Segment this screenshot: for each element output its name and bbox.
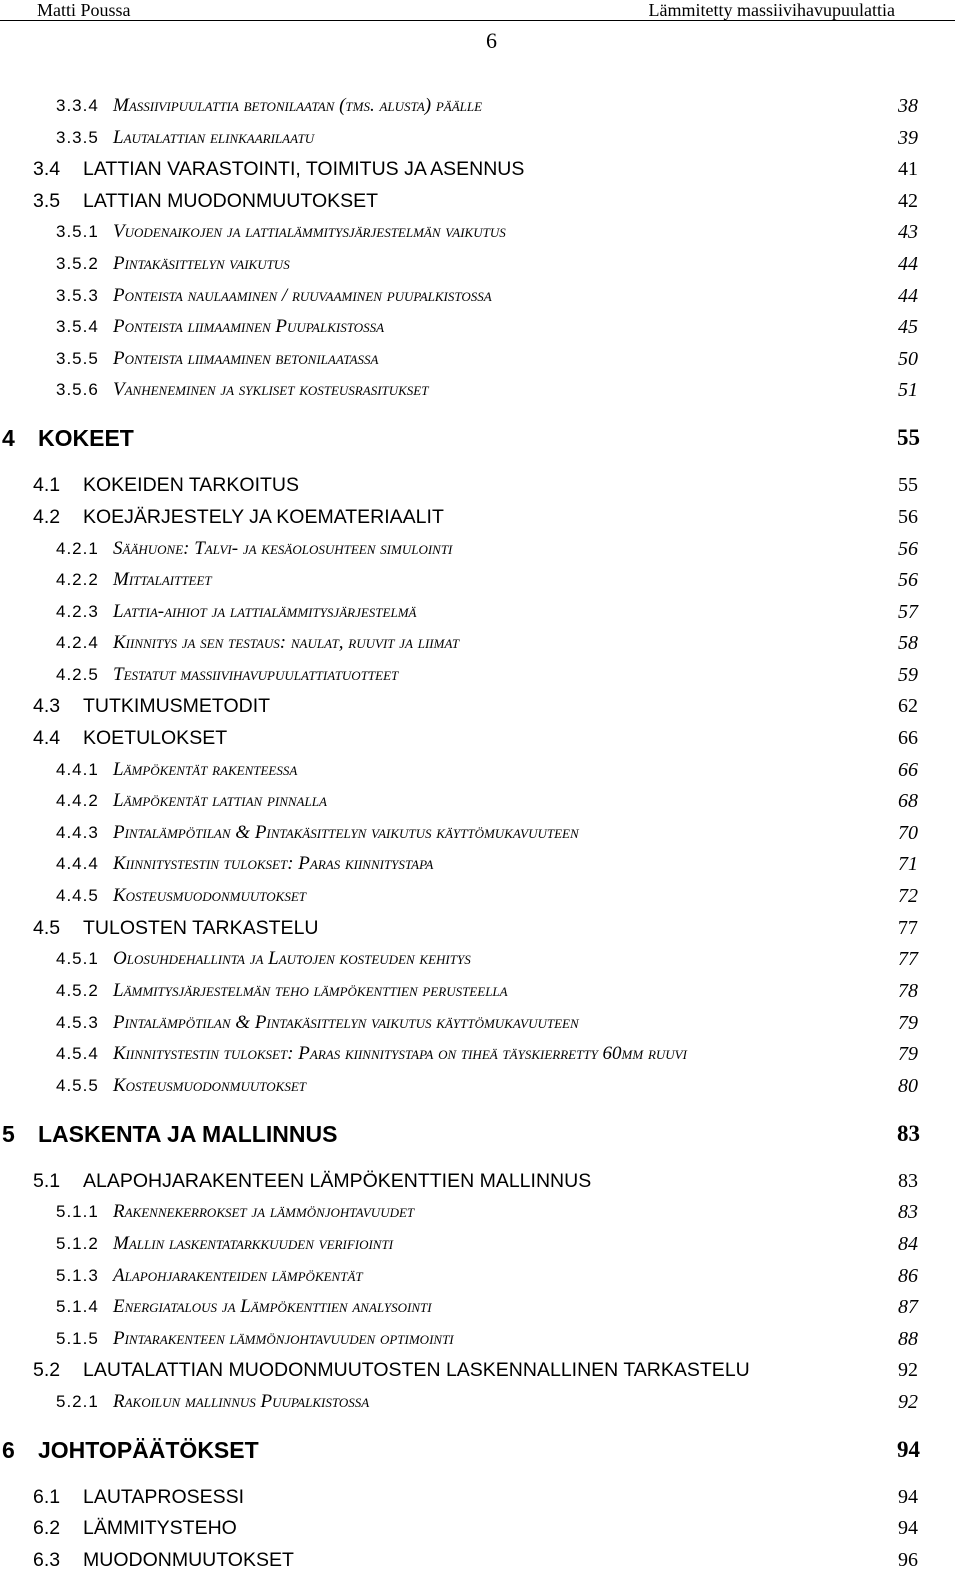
toc-entry-title: Lautalattian elinkaarilaatu <box>113 127 315 148</box>
toc-entry-number: 4.4 <box>33 727 61 749</box>
toc-entry[interactable] <box>33 187 918 215</box>
header-document-title: Lämmitetty massiivihavupuulattia <box>648 0 895 20</box>
toc-entry[interactable] <box>56 282 918 310</box>
toc-entry-title: Ponteista liimaaminen betonilaatassa <box>113 348 379 369</box>
toc-entry[interactable] <box>56 566 918 594</box>
toc-entry-title: Kiinnitystestin tulokset: Paras kiinnitystapa <box>113 853 434 874</box>
toc-entry-title: MUODONMUUTOKSET <box>83 1549 294 1571</box>
toc-entry[interactable] <box>56 92 918 120</box>
toc-entry-number: 4.5.4 <box>56 1044 99 1063</box>
toc-entry-title: KOETULOKSET <box>83 727 228 749</box>
toc-entry-number: 4.4.3 <box>56 823 99 842</box>
toc-entry-number: 3.5.3 <box>56 286 99 305</box>
toc-entry-title: Kiinnitystestin tulokset: Paras kiinnitystapa on tiheä täyskierretty 60mm ruuvi <box>113 1043 687 1064</box>
toc-entry-number: 6.3 <box>33 1549 61 1571</box>
toc-entry-page: 77 <box>898 917 918 939</box>
toc-entry-number: 4.2.4 <box>56 633 99 652</box>
toc-entry-page: 79 <box>898 1043 918 1065</box>
toc-entry-title: Olosuhdehallinta ja Lautojen kosteuden kehitys <box>113 948 471 969</box>
toc-entry-page: 94 <box>897 1437 920 1462</box>
toc-entry-title: Mallin laskentatarkkuuden verifiointi <box>113 1233 394 1254</box>
toc-entry[interactable] <box>56 124 918 152</box>
toc-entry-title: Vuodenaikojen ja lattialämmitysjärjestelmän vaikutus <box>113 221 506 242</box>
toc-entry-page: 68 <box>898 790 918 812</box>
toc-entry-title: Lämmitysjärjestelmän teho lämpökenttien perusteella <box>113 980 508 1001</box>
toc-entry[interactable] <box>33 724 918 752</box>
toc-entry-title: Pintalämpötilan & Pintakäsittelyn vaikutus käyttömukavuuteen <box>113 1012 579 1033</box>
toc-entry-page: 55 <box>897 425 920 450</box>
toc-entry-number: 5 <box>2 1121 15 1147</box>
toc-entry[interactable] <box>56 1040 918 1068</box>
toc-entry[interactable] <box>33 1514 918 1542</box>
toc-entry-page: 44 <box>898 253 918 275</box>
toc-entry-title: Energiatalous ja Lämpökenttien analysointi <box>113 1296 432 1317</box>
toc-entry-title: Testatut massiivihavupuulattiatuotteet <box>113 664 399 685</box>
toc-entry-page: 51 <box>898 379 918 401</box>
toc-entry-page: 83 <box>897 1121 920 1146</box>
toc-entry-number: 4.5.3 <box>56 1013 99 1032</box>
toc-entry-page: 84 <box>898 1233 918 1255</box>
toc-entry-page: 80 <box>898 1075 918 1097</box>
toc-entry-number: 3.5.4 <box>56 317 99 336</box>
toc-entry[interactable] <box>56 345 918 373</box>
toc-entry-number: 4.3 <box>33 695 61 717</box>
toc-entry-title: TULOSTEN TARKASTELU <box>83 917 319 939</box>
toc-entry-number: 6.2 <box>33 1517 61 1539</box>
toc-entry-title: KOKEET <box>38 425 134 451</box>
toc-entry-number: 4.4.1 <box>56 760 99 779</box>
toc-entry-page: 94 <box>898 1517 918 1539</box>
toc-entry[interactable] <box>56 1388 918 1416</box>
toc-entry[interactable] <box>56 250 918 278</box>
toc-entry-number: 4.4.2 <box>56 791 99 810</box>
page-header <box>0 0 960 60</box>
toc-entry-number: 5.2 <box>33 1359 61 1381</box>
toc-entry[interactable] <box>2 1118 920 1150</box>
toc-entry-number: 4.2.5 <box>56 665 99 684</box>
toc-entry-page: 92 <box>898 1359 918 1381</box>
toc-entry-title: Pintalämpötilan & Pintakäsittelyn vaikutus käyttömukavuuteen <box>113 822 579 843</box>
toc-entry-page: 66 <box>898 759 918 781</box>
toc-entry-title: Pintakäsittelyn vaikutus <box>113 253 290 274</box>
toc-entry[interactable] <box>33 914 918 942</box>
toc-entry-title: LATTIAN MUODONMUUTOKSET <box>83 190 379 212</box>
toc-entry-title: JOHTOPÄÄTÖKSET <box>38 1437 259 1463</box>
toc-entry-number: 4.4.4 <box>56 854 99 873</box>
toc-entry[interactable] <box>56 1230 918 1258</box>
toc-entry[interactable] <box>33 1483 918 1511</box>
toc-entry[interactable] <box>33 1356 918 1384</box>
toc-entry-page: 58 <box>898 632 918 654</box>
toc-entry-number: 3.5.6 <box>56 380 99 399</box>
toc-entry-number: 4 <box>2 425 15 451</box>
toc-entry-page: 66 <box>898 727 918 749</box>
toc-entry-title: TUTKIMUSMETODIT <box>83 695 271 717</box>
toc-entry[interactable] <box>56 1072 918 1100</box>
toc-entry-title: Ponteista naulaaminen / ruuvaaminen puupalkistossa <box>113 285 492 306</box>
toc-entry-number: 3.4 <box>33 158 61 180</box>
toc-entry[interactable] <box>56 1009 918 1037</box>
toc-entry[interactable] <box>56 629 918 657</box>
toc-entry[interactable] <box>56 598 918 626</box>
toc-entry[interactable] <box>56 218 918 246</box>
toc-entry-title: KOEJÄRJESTELY JA KOEMATERIAALIT <box>83 506 444 528</box>
toc-entry-title: Kosteusmuodonmuutokset <box>113 1075 307 1096</box>
toc-entry-page: 39 <box>898 127 918 149</box>
toc-entry[interactable] <box>33 471 918 499</box>
toc-entry-number: 4.5.2 <box>56 981 99 1000</box>
toc-entry[interactable] <box>56 1198 918 1226</box>
toc-entry-title: Lattia-aihiot ja lattialämmitysjärjestelmä <box>113 601 417 622</box>
toc-entry[interactable] <box>56 882 918 910</box>
toc-entry-page: 77 <box>898 948 918 970</box>
toc-entry[interactable] <box>33 1546 918 1574</box>
toc-entry-page: 87 <box>898 1296 918 1318</box>
toc-entry-title: LATTIAN VARASTOINTI, TOIMITUS JA ASENNUS <box>83 158 525 180</box>
toc-entry-title: Säähuone: Talvi- ja kesäolosuhteen simulointi <box>113 538 453 559</box>
header-rule <box>0 20 955 21</box>
toc-entry-number: 5.1.3 <box>56 1266 99 1285</box>
toc-entry-number: 4.2 <box>33 506 61 528</box>
toc-entry-number: 4.1 <box>33 474 61 496</box>
toc-entry-title: Rakennekerrokset ja lämmönjohtavuudet <box>113 1201 415 1222</box>
toc-entry-number: 6.1 <box>33 1486 61 1508</box>
toc-entry-number: 3.5 <box>33 190 61 212</box>
toc-entry[interactable] <box>33 1167 918 1195</box>
toc-entry-page: 59 <box>898 664 918 686</box>
header-author: Matti Poussa <box>37 0 131 20</box>
toc-entry-number: 4.5.1 <box>56 949 99 968</box>
toc-entry-number: 5.1.2 <box>56 1234 99 1253</box>
toc-entry-page: 92 <box>898 1391 918 1413</box>
toc-entry-title: Rakoilun mallinnus Puupalkistossa <box>113 1391 370 1412</box>
toc-entry[interactable] <box>33 692 918 720</box>
toc-entry-page: 56 <box>898 506 918 528</box>
toc-entry-page: 86 <box>898 1265 918 1287</box>
toc-entry-number: 4.5.5 <box>56 1076 99 1095</box>
toc-entry[interactable] <box>2 1434 920 1466</box>
toc-entry-page: 78 <box>898 980 918 1002</box>
toc-entry[interactable] <box>2 422 920 454</box>
toc-entry-page: 57 <box>898 601 918 623</box>
toc-entry-title: LASKENTA JA MALLINNUS <box>38 1121 338 1147</box>
toc-entry-page: 79 <box>898 1012 918 1034</box>
page-number: 6 <box>486 28 497 53</box>
toc-entry-page: 42 <box>898 190 918 212</box>
toc-entry-title: ALAPOHJARAKENTEEN LÄMPÖKENTTIEN MALLINNUS <box>83 1170 592 1192</box>
toc-entry-number: 4.2.2 <box>56 570 99 589</box>
toc-entry-number: 5.1.1 <box>56 1202 99 1221</box>
toc-entry-page: 71 <box>898 853 918 875</box>
toc-entry[interactable] <box>56 787 918 815</box>
toc-entry[interactable] <box>56 1262 918 1290</box>
toc-entry-number: 5.1 <box>33 1170 61 1192</box>
toc-entry-title: LAUTALATTIAN MUODONMUUTOSTEN LASKENNALLINEN TARKASTELU <box>83 1359 750 1381</box>
toc-entry-title: Lämpökentät lattian pinnalla <box>113 790 327 811</box>
toc-entry[interactable] <box>56 756 918 784</box>
toc-entry-number: 4.2.3 <box>56 602 99 621</box>
toc-entry-number: 4.5 <box>33 917 61 939</box>
toc-entry-title: Pintarakenteen lämmönjohtavuuden optimointi <box>113 1328 454 1349</box>
toc-entry[interactable] <box>56 313 918 341</box>
toc-entry-number: 5.2.1 <box>56 1392 99 1411</box>
toc-entry-number: 4.2.1 <box>56 539 99 558</box>
toc-entry-page: 43 <box>898 221 918 243</box>
toc-entry-page: 83 <box>898 1170 918 1192</box>
toc-entry[interactable] <box>56 1325 918 1353</box>
toc-entry-page: 62 <box>898 695 918 717</box>
toc-entry-page: 56 <box>898 569 918 591</box>
toc-entry-page: 44 <box>898 285 918 307</box>
toc-entry[interactable] <box>56 535 918 563</box>
toc-entry-title: Massiivipuulattia betonilaatan (tms. alusta) päälle <box>113 95 483 116</box>
toc-entry-page: 96 <box>898 1549 918 1571</box>
toc-entry[interactable] <box>56 376 918 404</box>
toc-entry-number: 5.1.4 <box>56 1297 99 1316</box>
toc-entry[interactable] <box>56 977 918 1005</box>
toc-entry-page: 50 <box>898 348 918 370</box>
toc-entry[interactable] <box>56 661 918 689</box>
toc-entry-page: 56 <box>898 538 918 560</box>
toc-entry-number: 3.5.1 <box>56 222 99 241</box>
toc-entry[interactable] <box>56 1293 918 1321</box>
toc-entry-title: LAUTAPROSESSI <box>83 1486 245 1508</box>
toc-entry-page: 88 <box>898 1328 918 1350</box>
toc-entry-page: 94 <box>898 1486 918 1508</box>
toc-entry-number: 3.5.5 <box>56 349 99 368</box>
toc-entry-number: 6 <box>2 1437 15 1463</box>
toc-entry[interactable] <box>33 155 918 183</box>
toc-entry-page: 70 <box>898 822 918 844</box>
toc-entry-page: 83 <box>898 1201 918 1223</box>
toc-entry-title: Kiinnitys ja sen testaus: naulat, ruuvit ja liimat <box>113 632 460 653</box>
toc-entry-number: 3.3.5 <box>56 128 99 147</box>
toc-entry[interactable] <box>56 850 918 878</box>
toc-entry-title: Ponteista liimaaminen Puupalkistossa <box>113 316 385 337</box>
toc-entry[interactable] <box>33 503 918 531</box>
toc-entry-number: 4.4.5 <box>56 886 99 905</box>
toc-entry-title: Lämpökentät rakenteessa <box>113 759 298 780</box>
toc-entry-page: 45 <box>898 316 918 338</box>
toc-entry-page: 55 <box>898 474 918 496</box>
toc-entry-number: 3.5.2 <box>56 254 99 273</box>
toc-entry-title: KOKEIDEN TARKOITUS <box>83 474 299 496</box>
toc-entry-number: 3.3.4 <box>56 96 99 115</box>
toc-entry-page: 38 <box>898 95 918 117</box>
toc-entry-page: 72 <box>898 885 918 907</box>
toc-entry[interactable] <box>56 819 918 847</box>
toc-entry-title: Alapohjarakenteiden lämpökentät <box>113 1265 363 1286</box>
toc-entry-title: LÄMMITYSTEHO <box>83 1517 237 1539</box>
toc-entry-title: Mittalaitteet <box>113 569 212 590</box>
toc-entry-title: Vanheneminen ja sykliset kosteusrasitukset <box>113 379 429 400</box>
toc-entry-number: 5.1.5 <box>56 1329 99 1348</box>
toc-entry-page: 41 <box>898 158 918 180</box>
toc-entry[interactable] <box>56 945 918 973</box>
toc-entry-title: Kosteusmuodonmuutokset <box>113 885 307 906</box>
